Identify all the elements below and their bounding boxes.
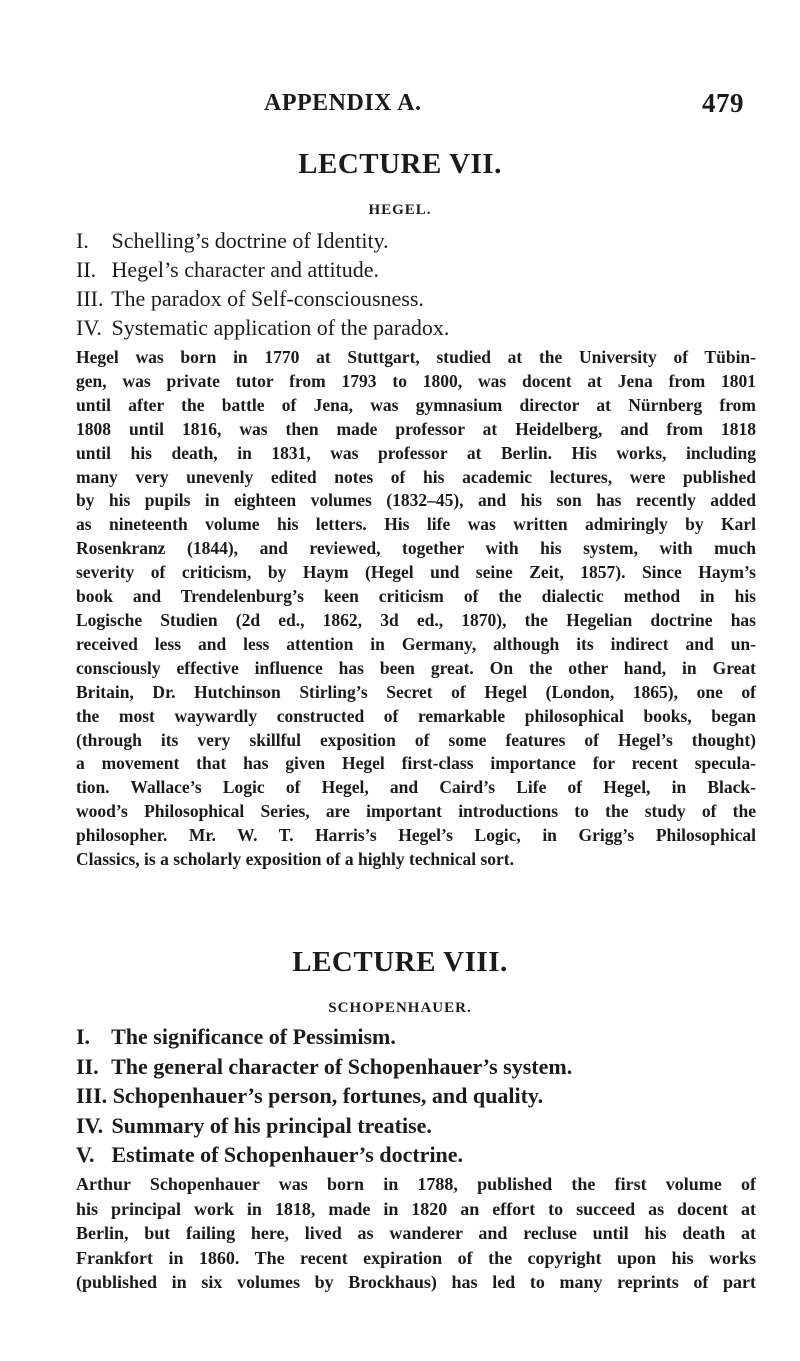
outline-item: II. The general character of Schopenhauer’s system.: [76, 1053, 573, 1079]
outline-item: IV. Systematic application of the paradox.: [76, 315, 450, 340]
outline-item: I. Schelling’s doctrine of Identity.: [76, 228, 389, 253]
lecture-7-subject: HEGEL.: [368, 202, 432, 218]
outline-item: III. The paradox of Self-consciousness.: [76, 286, 424, 311]
outline-item: III. Schopenhauer’s person, fortunes, and quality.: [76, 1083, 544, 1108]
lecture-8-subject: SCHOPENHAUER.: [328, 1000, 472, 1016]
outline-item: I. The significance of Pessimism.: [76, 1024, 396, 1049]
lecture-7-paragraph: Hegel was born in 1770 at Stuttgart, studied at the University of Tübin- gen, was private tutor from 1793 to 1800, was docent at Jena from 1801 until after the battle of Jena, was gymnasium director at Nürnberg from 1808 until 1816, was then made professor at Heidelberg, and from 1818 until his death, in 1831, was professor at Berlin. His works, including many very unevenly edited notes of his academic lectures, were published by his pupils in eighteen volumes (1832–45), and his son has recently added as nineteenth volume his letters. His life was written admiringly by Karl Rosenkranz (1844), and reviewed, together with his system, with much severity of criticism, by Haym (Hegel und seine Zeit, 1857). Since Haym’s book and Trendelenburg’s keen criticism of the dialectic method in his Logische Studien (2d ed., 1862, 3d ed., 1870), the Hegelian doctrine has received less and less attention in Germany, although its indirect and un- consciously effective influence has been great. On the other hand, in Great Britain, Dr. Hutchinson Stirling’s Secret of Hegel (London, 1865), one of the most waywardly constructed of remarkable philosophical books, began (through its very skillful exposition of some features of Hegel’s thought) a movement that has given Hegel first-class importance for recent specula- tion. Wallace’s Logic of Hegel, and Caird’s Life of Hegel, in Black- wood’s Philosophical Series, are important introductions to the study of the philosopher. Mr. W. T. Harris’s Hegel’s Logic, in Grigg’s Philosophical Classics, is a scholarly exposition of a highly technical sort.: [76, 347, 756, 870]
lecture-7-title: LECTURE VII.: [298, 148, 502, 180]
running-title: APPENDIX A.: [264, 90, 422, 116]
outline-item: II. Hegel’s character and attitude.: [76, 257, 380, 282]
outline-item: V. Estimate of Schopenhauer’s doctrine.: [76, 1142, 464, 1167]
lecture-8-title: LECTURE VIII.: [292, 946, 508, 978]
page-number: 479: [702, 88, 744, 118]
lecture-8-paragraph: Arthur Schopenhauer was born in 1788, published the first volume of his principal work in 1818, made in 1820 an effort to succeed as docent at Berlin, but failing here, lived as wanderer and recluse until his death at Frankfort in 1860. The recent expiration of the copyright upon his works (published in six volumes by Brockhaus) has led to many reprints of part: [76, 1174, 756, 1292]
lecture-7-outline: [76, 226, 756, 342]
outline-item: IV. Summary of his principal treatise.: [76, 1112, 432, 1138]
lecture-8-outline: [76, 1022, 756, 1170]
